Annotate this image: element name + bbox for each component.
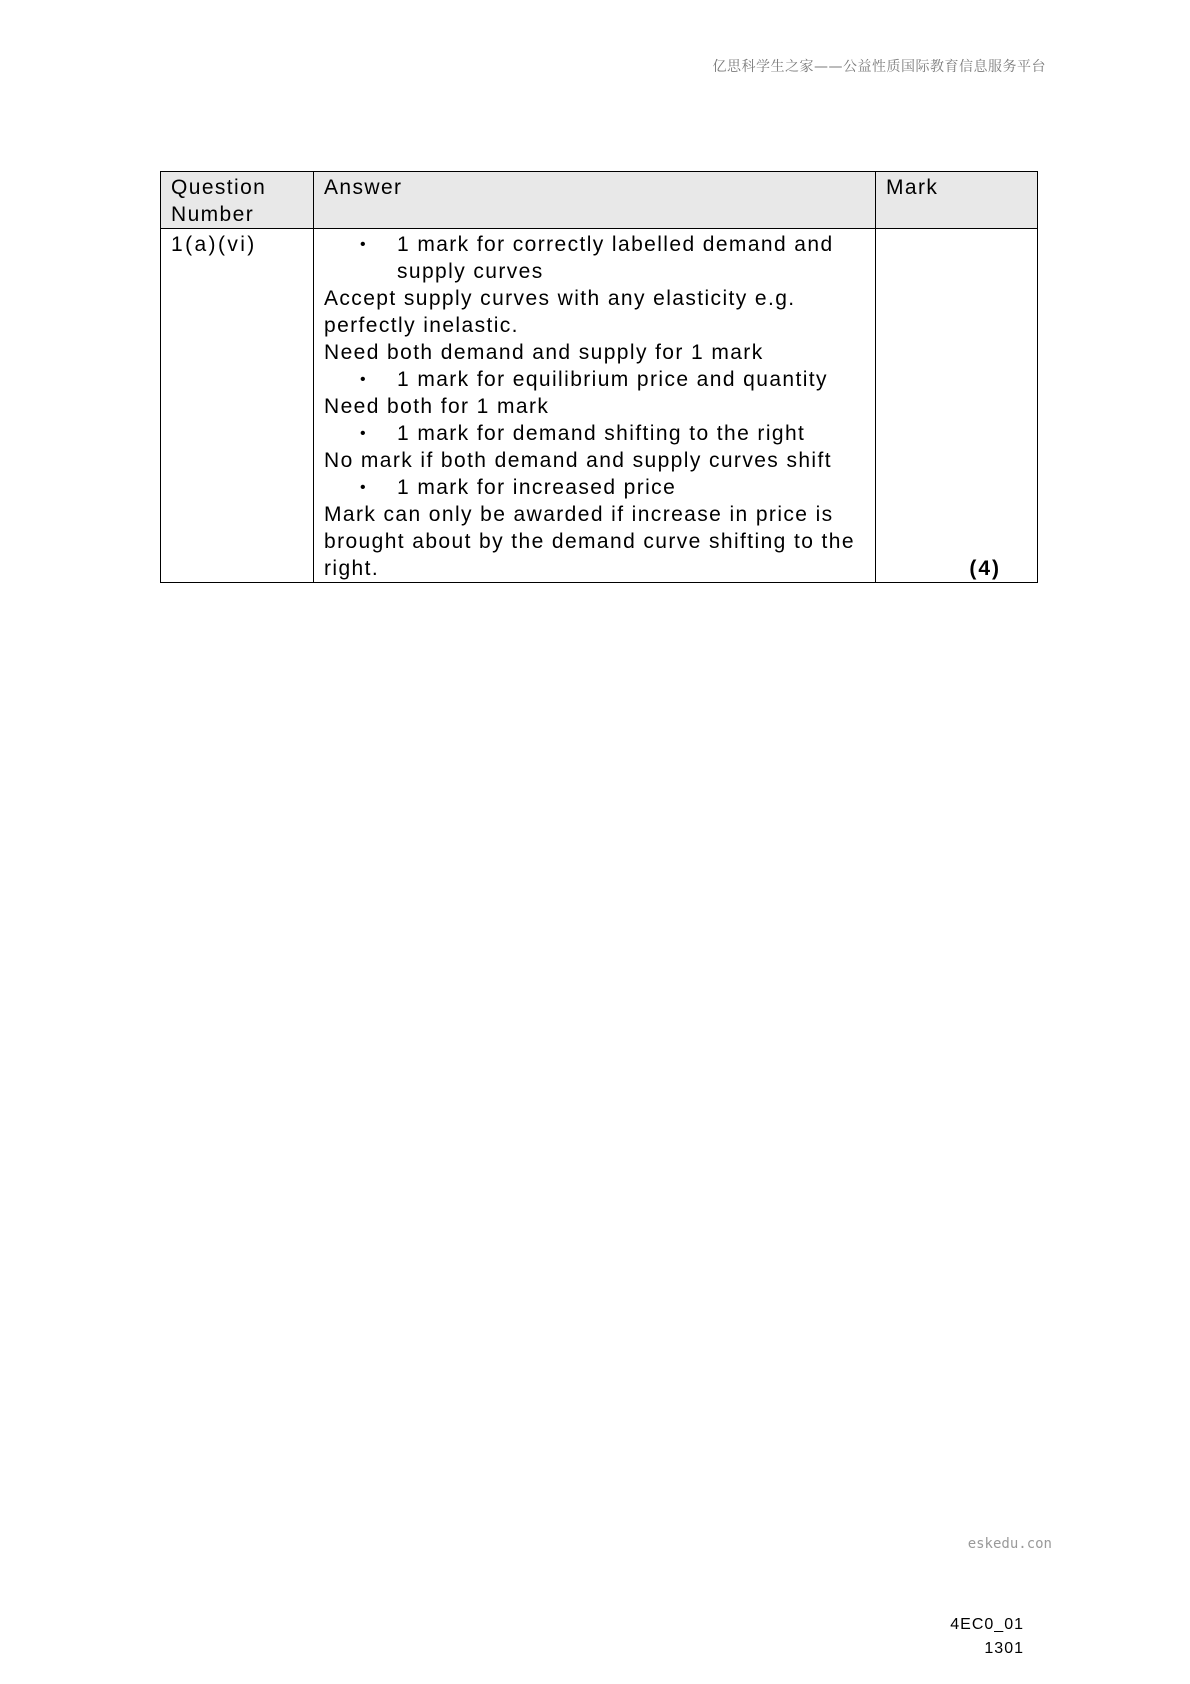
bullet-icon: • bbox=[360, 236, 368, 253]
bullet-text: 1 mark for equilibrium price and quantity bbox=[397, 368, 828, 391]
paper-code: 4EC0_01 bbox=[950, 1616, 1024, 1633]
answer-bullet-3 bbox=[324, 420, 865, 447]
answer-note: No mark if both demand and supply curves shift bbox=[324, 449, 832, 472]
answer-cell bbox=[314, 229, 876, 583]
bullet-icon: • bbox=[360, 479, 368, 496]
mark-value: (4) bbox=[969, 557, 1001, 580]
header-answer: Answer bbox=[314, 172, 876, 229]
bullet-text: 1 mark for increased price bbox=[397, 476, 677, 499]
bullet-icon: • bbox=[360, 425, 368, 442]
footer-watermark: eskedu.con bbox=[967, 1536, 1052, 1552]
table-row bbox=[161, 229, 1038, 583]
answer-bullet-4 bbox=[324, 474, 865, 501]
bullet-icon: • bbox=[360, 371, 368, 388]
header-mark: Mark bbox=[876, 172, 1038, 229]
bullet-text: 1 mark for demand shifting to the right bbox=[397, 422, 806, 445]
question-number-cell: 1(a)(vi) bbox=[161, 229, 314, 583]
mark-cell bbox=[876, 229, 1038, 583]
answer-bullet-2 bbox=[324, 366, 865, 393]
header-watermark: 亿思科学生之家——公益性质国际教育信息服务平台 bbox=[712, 59, 1046, 75]
answer-bullet-1 bbox=[324, 231, 865, 285]
answer-note: Need both demand and supply for 1 mark bbox=[324, 341, 764, 364]
table-header-row bbox=[161, 172, 1038, 229]
session-code: 1301 bbox=[984, 1640, 1024, 1657]
answer-note: Need both for 1 mark bbox=[324, 395, 550, 418]
bullet-text: 1 mark for correctly labelled demand and supply curves bbox=[397, 233, 834, 283]
mark-scheme-table bbox=[160, 171, 1038, 583]
header-question-number: Question Number bbox=[161, 172, 314, 229]
answer-note: Accept supply curves with any elasticity e.g. perfectly inelastic. bbox=[324, 287, 796, 337]
answer-note: Mark can only be awarded if increase in price is brought about by the demand curve shifting to the right. bbox=[324, 503, 855, 580]
